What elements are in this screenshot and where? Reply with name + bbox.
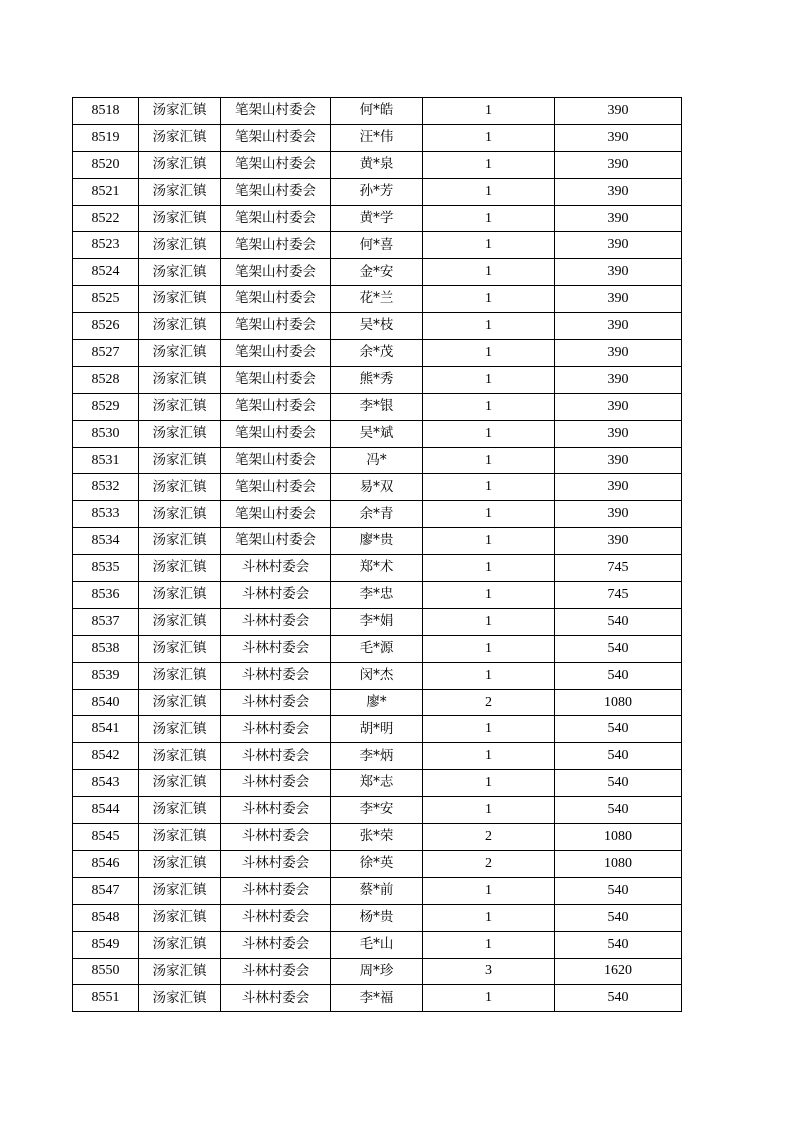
count-cell: 1 — [423, 608, 555, 635]
row-id-cell: 8523 — [73, 232, 139, 259]
count-cell: 1 — [423, 770, 555, 797]
table-row — [73, 689, 682, 716]
town-cell: 汤家汇镇 — [139, 824, 221, 851]
name-cell: 李*安 — [331, 797, 423, 824]
count-cell: 1 — [423, 232, 555, 259]
town-cell: 汤家汇镇 — [139, 286, 221, 313]
row-id-cell: 8519 — [73, 124, 139, 151]
village-cell: 斗林村委会 — [221, 985, 331, 1012]
village-cell: 笔架山村委会 — [221, 366, 331, 393]
count-cell: 1 — [423, 716, 555, 743]
row-id-cell: 8522 — [73, 205, 139, 232]
count-cell: 1 — [423, 474, 555, 501]
name-cell: 花*兰 — [331, 286, 423, 313]
village-cell: 斗林村委会 — [221, 850, 331, 877]
town-cell: 汤家汇镇 — [139, 313, 221, 340]
town-cell: 汤家汇镇 — [139, 689, 221, 716]
village-cell: 笔架山村委会 — [221, 98, 331, 125]
village-cell: 斗林村委会 — [221, 608, 331, 635]
amount-cell: 540 — [555, 904, 682, 931]
name-cell: 金*安 — [331, 259, 423, 286]
table-row — [73, 770, 682, 797]
amount-cell: 745 — [555, 582, 682, 609]
name-cell: 余*青 — [331, 501, 423, 528]
amount-cell: 390 — [555, 366, 682, 393]
name-cell: 李*娟 — [331, 608, 423, 635]
row-id-cell: 8531 — [73, 447, 139, 474]
row-id-cell: 8547 — [73, 877, 139, 904]
amount-cell: 390 — [555, 232, 682, 259]
row-id-cell: 8530 — [73, 420, 139, 447]
town-cell: 汤家汇镇 — [139, 393, 221, 420]
village-cell: 笔架山村委会 — [221, 286, 331, 313]
village-cell: 笔架山村委会 — [221, 340, 331, 367]
table-row — [73, 340, 682, 367]
count-cell: 1 — [423, 124, 555, 151]
town-cell: 汤家汇镇 — [139, 743, 221, 770]
amount-cell: 540 — [555, 985, 682, 1012]
row-id-cell: 8537 — [73, 608, 139, 635]
town-cell: 汤家汇镇 — [139, 608, 221, 635]
table-row — [73, 313, 682, 340]
village-cell: 斗林村委会 — [221, 770, 331, 797]
row-id-cell: 8524 — [73, 259, 139, 286]
table-row — [73, 205, 682, 232]
name-cell: 吴*斌 — [331, 420, 423, 447]
table-row — [73, 635, 682, 662]
count-cell: 1 — [423, 151, 555, 178]
town-cell: 汤家汇镇 — [139, 340, 221, 367]
town-cell: 汤家汇镇 — [139, 124, 221, 151]
amount-cell: 540 — [555, 770, 682, 797]
table-row — [73, 824, 682, 851]
table-row — [73, 501, 682, 528]
count-cell: 1 — [423, 797, 555, 824]
count-cell: 1 — [423, 313, 555, 340]
row-id-cell: 8528 — [73, 366, 139, 393]
name-cell: 廖*贵 — [331, 528, 423, 555]
name-cell: 李*银 — [331, 393, 423, 420]
table-row — [73, 393, 682, 420]
count-cell: 2 — [423, 824, 555, 851]
count-cell: 1 — [423, 205, 555, 232]
town-cell: 汤家汇镇 — [139, 151, 221, 178]
amount-cell: 390 — [555, 178, 682, 205]
count-cell: 1 — [423, 259, 555, 286]
amount-cell: 390 — [555, 205, 682, 232]
table-row — [73, 98, 682, 125]
name-cell: 毛*山 — [331, 931, 423, 958]
name-cell: 蔡*前 — [331, 877, 423, 904]
row-id-cell: 8535 — [73, 555, 139, 582]
row-id-cell: 8538 — [73, 635, 139, 662]
name-cell: 周*珍 — [331, 958, 423, 985]
table-row — [73, 716, 682, 743]
name-cell: 李*福 — [331, 985, 423, 1012]
row-id-cell: 8548 — [73, 904, 139, 931]
amount-cell: 390 — [555, 98, 682, 125]
village-cell: 斗林村委会 — [221, 877, 331, 904]
village-cell: 斗林村委会 — [221, 716, 331, 743]
table-row — [73, 447, 682, 474]
amount-cell: 540 — [555, 931, 682, 958]
name-cell: 闵*杰 — [331, 662, 423, 689]
amount-cell: 390 — [555, 474, 682, 501]
count-cell: 3 — [423, 958, 555, 985]
row-id-cell: 8550 — [73, 958, 139, 985]
table-row — [73, 178, 682, 205]
village-cell: 笔架山村委会 — [221, 313, 331, 340]
table-row — [73, 259, 682, 286]
town-cell: 汤家汇镇 — [139, 259, 221, 286]
village-cell: 笔架山村委会 — [221, 205, 331, 232]
row-id-cell: 8534 — [73, 528, 139, 555]
name-cell: 毛*源 — [331, 635, 423, 662]
table-row — [73, 850, 682, 877]
count-cell: 1 — [423, 340, 555, 367]
town-cell: 汤家汇镇 — [139, 528, 221, 555]
name-cell: 易*双 — [331, 474, 423, 501]
village-cell: 笔架山村委会 — [221, 393, 331, 420]
table-body — [73, 98, 682, 1012]
table-row — [73, 420, 682, 447]
count-cell: 1 — [423, 582, 555, 609]
amount-cell: 540 — [555, 743, 682, 770]
table-row — [73, 286, 682, 313]
row-id-cell: 8544 — [73, 797, 139, 824]
table-row — [73, 797, 682, 824]
village-cell: 笔架山村委会 — [221, 178, 331, 205]
town-cell: 汤家汇镇 — [139, 931, 221, 958]
name-cell: 汪*伟 — [331, 124, 423, 151]
count-cell: 1 — [423, 743, 555, 770]
amount-cell: 390 — [555, 151, 682, 178]
town-cell: 汤家汇镇 — [139, 770, 221, 797]
village-cell: 斗林村委会 — [221, 797, 331, 824]
amount-cell: 540 — [555, 608, 682, 635]
row-id-cell: 8532 — [73, 474, 139, 501]
town-cell: 汤家汇镇 — [139, 501, 221, 528]
table-row — [73, 555, 682, 582]
amount-cell: 390 — [555, 501, 682, 528]
town-cell: 汤家汇镇 — [139, 447, 221, 474]
village-cell: 笔架山村委会 — [221, 474, 331, 501]
name-cell: 黄*学 — [331, 205, 423, 232]
town-cell: 汤家汇镇 — [139, 420, 221, 447]
count-cell: 1 — [423, 420, 555, 447]
table-row — [73, 608, 682, 635]
count-cell: 1 — [423, 904, 555, 931]
name-cell: 郑*术 — [331, 555, 423, 582]
row-id-cell: 8525 — [73, 286, 139, 313]
count-cell: 1 — [423, 178, 555, 205]
count-cell: 1 — [423, 877, 555, 904]
table-row — [73, 124, 682, 151]
name-cell: 黄*泉 — [331, 151, 423, 178]
name-cell: 李*忠 — [331, 582, 423, 609]
village-cell: 斗林村委会 — [221, 662, 331, 689]
row-id-cell: 8520 — [73, 151, 139, 178]
document-sheet — [72, 97, 681, 1012]
amount-cell: 390 — [555, 259, 682, 286]
name-cell: 余*茂 — [331, 340, 423, 367]
table-row — [73, 931, 682, 958]
row-id-cell: 8542 — [73, 743, 139, 770]
amount-cell: 745 — [555, 555, 682, 582]
count-cell: 1 — [423, 393, 555, 420]
town-cell: 汤家汇镇 — [139, 716, 221, 743]
town-cell: 汤家汇镇 — [139, 850, 221, 877]
amount-cell: 390 — [555, 447, 682, 474]
town-cell: 汤家汇镇 — [139, 366, 221, 393]
village-cell: 斗林村委会 — [221, 555, 331, 582]
table-row — [73, 877, 682, 904]
amount-cell: 390 — [555, 286, 682, 313]
village-cell: 笔架山村委会 — [221, 528, 331, 555]
count-cell: 1 — [423, 366, 555, 393]
amount-cell: 540 — [555, 877, 682, 904]
town-cell: 汤家汇镇 — [139, 98, 221, 125]
count-cell: 1 — [423, 555, 555, 582]
row-id-cell: 8533 — [73, 501, 139, 528]
village-cell: 斗林村委会 — [221, 824, 331, 851]
count-cell: 1 — [423, 931, 555, 958]
amount-cell: 390 — [555, 313, 682, 340]
village-cell: 斗林村委会 — [221, 582, 331, 609]
table-row — [73, 985, 682, 1012]
town-cell: 汤家汇镇 — [139, 958, 221, 985]
amount-cell: 390 — [555, 124, 682, 151]
village-cell: 笔架山村委会 — [221, 151, 331, 178]
count-cell: 1 — [423, 528, 555, 555]
table-row — [73, 151, 682, 178]
table-row — [73, 528, 682, 555]
town-cell: 汤家汇镇 — [139, 635, 221, 662]
town-cell: 汤家汇镇 — [139, 555, 221, 582]
row-id-cell: 8541 — [73, 716, 139, 743]
row-id-cell: 8543 — [73, 770, 139, 797]
row-id-cell: 8540 — [73, 689, 139, 716]
name-cell: 廖* — [331, 689, 423, 716]
row-id-cell: 8526 — [73, 313, 139, 340]
table-row — [73, 366, 682, 393]
name-cell: 徐*英 — [331, 850, 423, 877]
name-cell: 何*喜 — [331, 232, 423, 259]
row-id-cell: 8545 — [73, 824, 139, 851]
town-cell: 汤家汇镇 — [139, 985, 221, 1012]
row-id-cell: 8546 — [73, 850, 139, 877]
village-cell: 笔架山村委会 — [221, 259, 331, 286]
village-cell: 斗林村委会 — [221, 931, 331, 958]
row-id-cell: 8518 — [73, 98, 139, 125]
village-cell: 笔架山村委会 — [221, 501, 331, 528]
amount-cell: 1080 — [555, 824, 682, 851]
town-cell: 汤家汇镇 — [139, 205, 221, 232]
table-row — [73, 743, 682, 770]
name-cell: 杨*贵 — [331, 904, 423, 931]
count-cell: 1 — [423, 286, 555, 313]
amount-cell: 390 — [555, 528, 682, 555]
table-row — [73, 232, 682, 259]
row-id-cell: 8529 — [73, 393, 139, 420]
count-cell: 1 — [423, 635, 555, 662]
town-cell: 汤家汇镇 — [139, 474, 221, 501]
village-cell: 笔架山村委会 — [221, 447, 331, 474]
village-cell: 笔架山村委会 — [221, 232, 331, 259]
amount-cell: 540 — [555, 662, 682, 689]
count-cell: 1 — [423, 447, 555, 474]
town-cell: 汤家汇镇 — [139, 877, 221, 904]
town-cell: 汤家汇镇 — [139, 232, 221, 259]
row-id-cell: 8539 — [73, 662, 139, 689]
name-cell: 郑*志 — [331, 770, 423, 797]
name-cell: 李*炳 — [331, 743, 423, 770]
name-cell: 何*皓 — [331, 98, 423, 125]
village-cell: 笔架山村委会 — [221, 124, 331, 151]
town-cell: 汤家汇镇 — [139, 662, 221, 689]
row-id-cell: 8551 — [73, 985, 139, 1012]
name-cell: 吴*枝 — [331, 313, 423, 340]
table-row — [73, 662, 682, 689]
village-cell: 笔架山村委会 — [221, 420, 331, 447]
table-row — [73, 474, 682, 501]
row-id-cell: 8527 — [73, 340, 139, 367]
name-cell: 熊*秀 — [331, 366, 423, 393]
town-cell: 汤家汇镇 — [139, 797, 221, 824]
amount-cell: 540 — [555, 635, 682, 662]
amount-cell: 540 — [555, 797, 682, 824]
village-cell: 斗林村委会 — [221, 635, 331, 662]
town-cell: 汤家汇镇 — [139, 178, 221, 205]
village-cell: 斗林村委会 — [221, 904, 331, 931]
name-cell: 孙*芳 — [331, 178, 423, 205]
name-cell: 张*荣 — [331, 824, 423, 851]
row-id-cell: 8549 — [73, 931, 139, 958]
row-id-cell: 8536 — [73, 582, 139, 609]
village-cell: 斗林村委会 — [221, 743, 331, 770]
count-cell: 1 — [423, 985, 555, 1012]
amount-cell: 1080 — [555, 689, 682, 716]
table-row — [73, 958, 682, 985]
count-cell: 1 — [423, 501, 555, 528]
amount-cell: 1080 — [555, 850, 682, 877]
village-cell: 斗林村委会 — [221, 958, 331, 985]
amount-cell: 390 — [555, 393, 682, 420]
town-cell: 汤家汇镇 — [139, 582, 221, 609]
amount-cell: 1620 — [555, 958, 682, 985]
town-cell: 汤家汇镇 — [139, 904, 221, 931]
table-row — [73, 904, 682, 931]
amount-cell: 540 — [555, 716, 682, 743]
table-row — [73, 582, 682, 609]
amount-cell: 390 — [555, 340, 682, 367]
count-cell: 2 — [423, 850, 555, 877]
amount-cell: 390 — [555, 420, 682, 447]
count-cell: 2 — [423, 689, 555, 716]
row-id-cell: 8521 — [73, 178, 139, 205]
data-table — [72, 97, 682, 1012]
name-cell: 胡*明 — [331, 716, 423, 743]
village-cell: 斗林村委会 — [221, 689, 331, 716]
name-cell: 冯* — [331, 447, 423, 474]
count-cell: 1 — [423, 98, 555, 125]
count-cell: 1 — [423, 662, 555, 689]
